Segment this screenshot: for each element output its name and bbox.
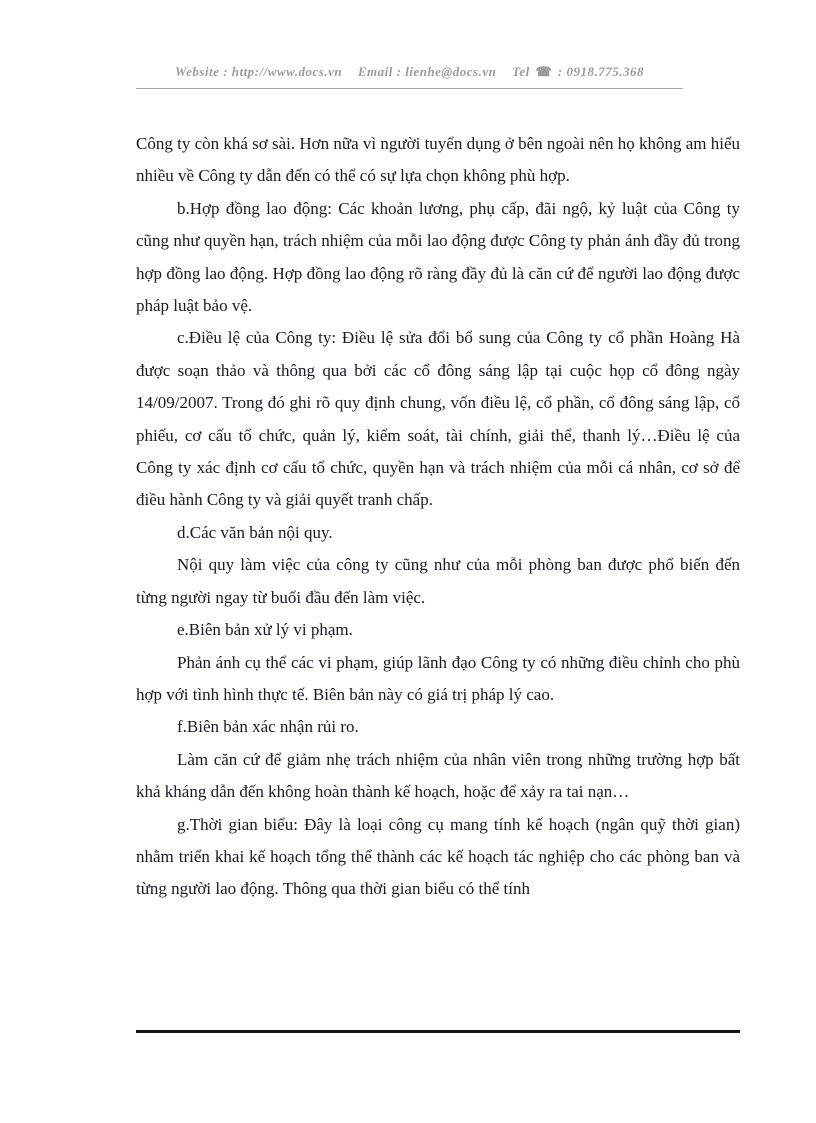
phone-icon: ☎	[535, 64, 553, 79]
paragraph-bien-ban-xu-ly: e.Biên bản xử lý vi phạm.	[177, 620, 353, 640]
paragraph-lam-can-cu: Làm căn cứ để giảm nhẹ trách nhiệm của nhân viên trong những trường hợp bất khả kháng dẫn đến không hoàn thành kế hoạch, hoặc để xảy ra tai nạn…	[136, 749, 740, 802]
paragraph-bien-ban-xac-nhan: f.Biên bản xác nhận rủi ro.	[177, 717, 359, 737]
header-tel	[512, 64, 644, 79]
paragraph-hop-dong-lao-dong: b.Hợp đồng lao động: Các khoản lương, phụ cấp, đãi ngộ, kỷ luật của Công ty cũng như quyền hạn, trách nhiệm của mỗi lao động được Công ty phản ánh đầy đủ trong hợp đồng lao động. Hợp đồng lao động rõ ràng đầy đủ là căn cứ để người lao động được pháp luật bảo vệ.	[136, 198, 740, 316]
paragraph-dieu-le-cong-ty: c.Điều lệ của Công ty: Điều lệ sửa đổi bổ sung của Công ty cổ phần Hoàng Hà được soạn thảo và thông qua bởi các cổ đông sáng lập tại cuộc họp cổ đông ngày 14/09/2007. Trong đó ghi rõ quy định chung, vốn điều lệ, cổ phần, cổ đông sáng lập, cổ phiếu, cơ cấu tổ chức, quản lý, kiểm soát, tài chính, giải thể, thanh lý…Điều lệ của Công ty xác định cơ cấu tổ chức, quyền hạn và trách nhiệm của mỗi cá nhân, cơ sở để điều hành Công ty và giải quyết tranh chấp.	[136, 328, 740, 510]
paragraph-continuation: Công ty còn khá sơ sài. Hơn nữa vì người tuyển dụng ở bên ngoài nên họ không am hiểu nhiều về Công ty dẫn đến có thể có sự lựa chọn không phù hợp.	[136, 134, 740, 186]
header-email: Email : lienhe@docs.vn	[357, 64, 497, 79]
footer-divider	[136, 1030, 740, 1033]
document-body	[136, 128, 740, 906]
header-tel-number: : 0918.775.368	[557, 64, 645, 79]
header-tel-label: Tel	[512, 64, 530, 79]
paragraph-thoi-gian-bieu: g.Thời gian biểu: Đây là loại công cụ mang tính kế hoạch (ngân quỹ thời gian) nhằm triển khai kế hoạch tổng thể thành các kế hoạch tác nghiệp cho các phòng ban và từng người lao động. Thông qua thời gian biểu có thể tính	[136, 814, 740, 899]
paragraph-van-ban-noi-quy: d.Các văn bản nội quy.	[177, 522, 333, 542]
paragraph-noi-quy-lam-viec: Nội quy làm việc của công ty cũng như của mỗi phòng ban được phổ biến đến từng người ngay từ buổi đầu đến làm việc.	[136, 555, 740, 607]
paragraph-phan-anh-cu-the: Phản ánh cụ thể các vi phạm, giúp lãnh đạo Công ty có những điều chỉnh cho phù hợp với tình hình thực tế. Biên bản này có giá trị pháp lý cao.	[136, 652, 740, 704]
header-website: Website : http://www.docs.vn	[174, 64, 343, 79]
page-header	[136, 64, 683, 89]
